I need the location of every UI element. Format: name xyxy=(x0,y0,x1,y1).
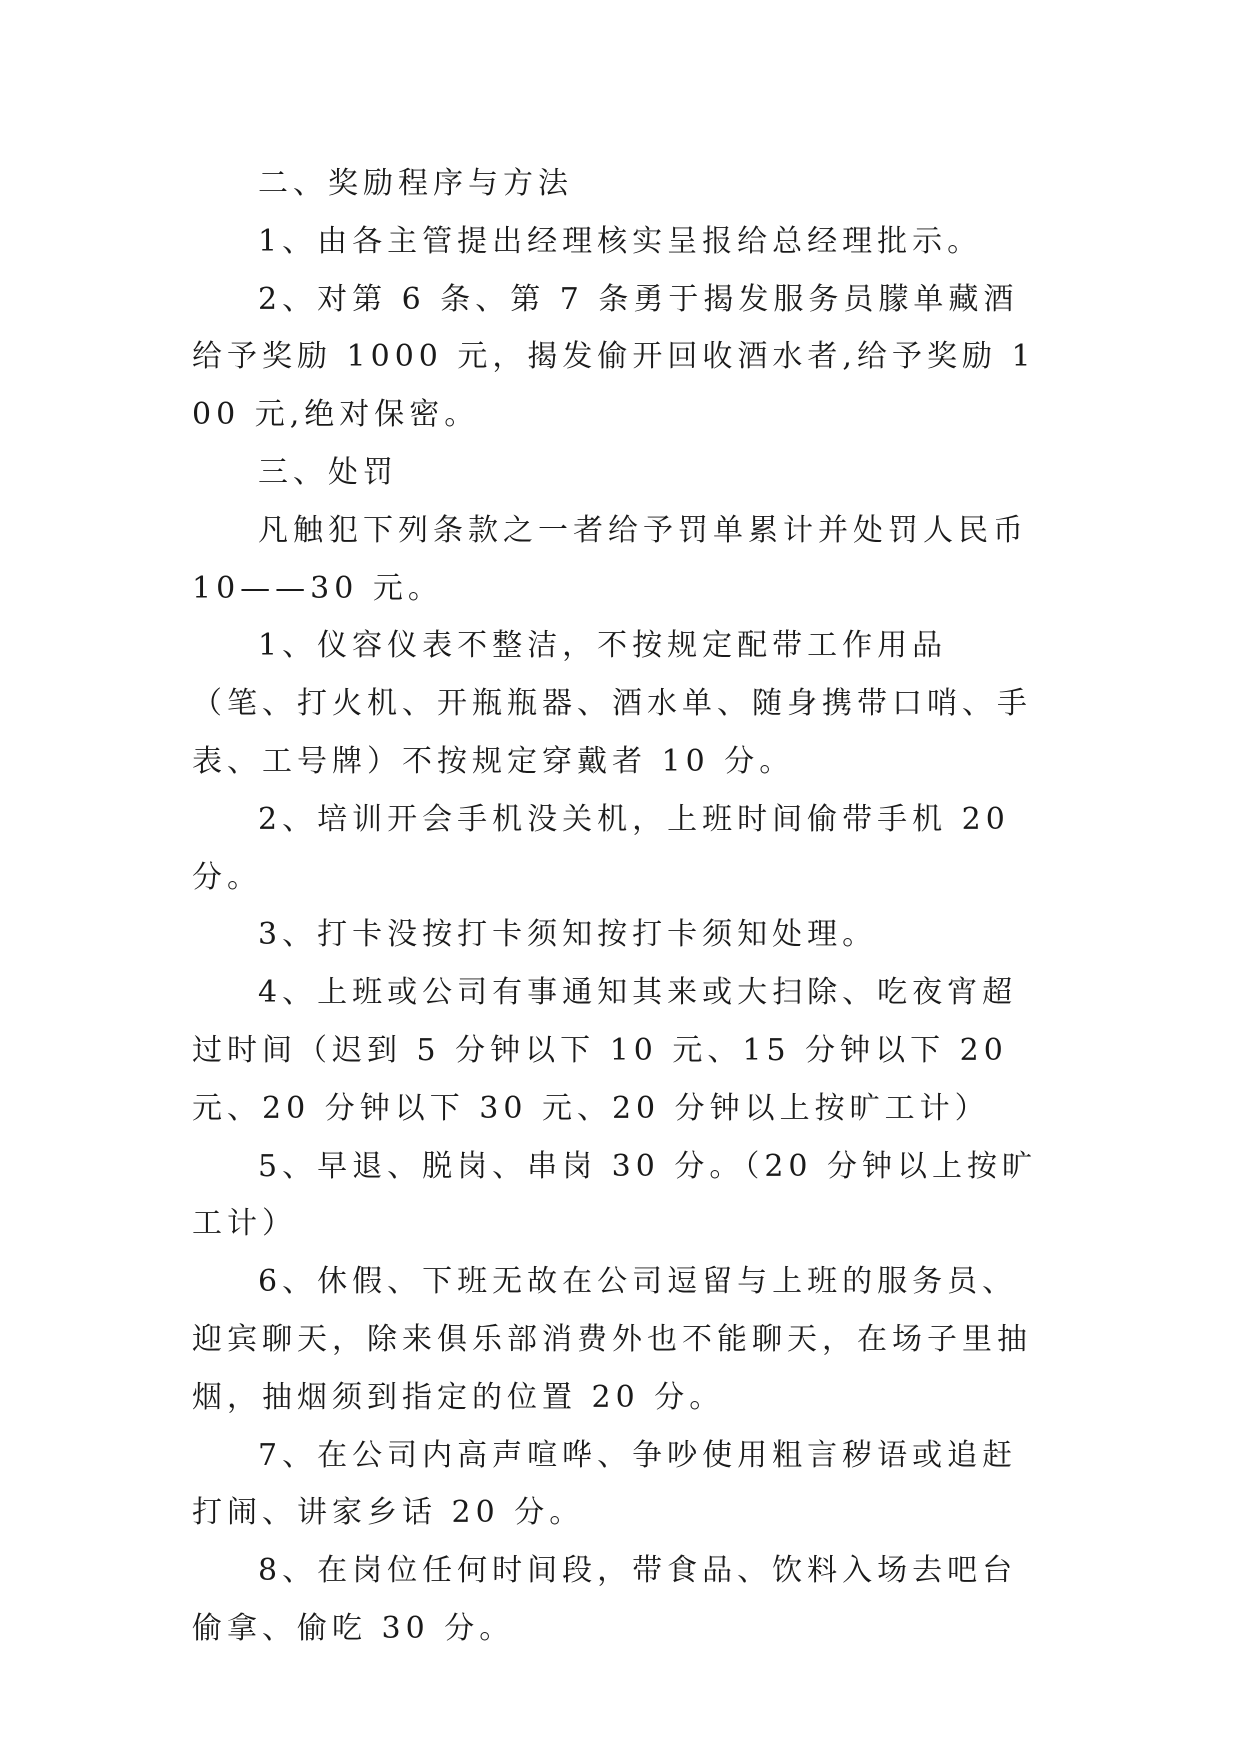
reward-item-1: 1、由各主管提出经理核实呈报给总经理批示。 xyxy=(258,223,983,259)
penalty-item-3: 3、打卡没按打卡须知按打卡须知处理。 xyxy=(258,917,878,953)
section-heading-reward-procedure: 二、奖励程序与方法 xyxy=(258,166,573,201)
document-body xyxy=(192,155,1052,1658)
reward-item-2: 2、对第 6 条、第 7 条勇于揭发服务员朦单藏酒给予奖励 1000 元，揭发偷开回收酒水者,给予奖励 100 元,绝对保密。 xyxy=(192,281,1036,433)
penalty-intro: 凡触犯下列条款之一者给予罚单累计并处罚人民币10——30 元。 xyxy=(192,512,1028,606)
penalty-item-6: 6、休假、下班无故在公司逗留与上班的服务员、迎宾聊天，除来俱乐部消费外也不能聊天，在场子里抽烟，抽烟须到指定的位置 20 分。 xyxy=(192,1264,1032,1415)
section-heading-penalty: 三、处罚 xyxy=(258,454,398,490)
penalty-item-8: 8、在岗位任何时间段，带食品、饮料入场去吧台偷拿、偷吃 30 分。 xyxy=(192,1553,1018,1646)
penalty-item-4: 4、上班或公司有事通知其来或大扫除、吃夜宵超过时间（迟到 5 分钟以下 10 元、15 分钟以下 20 元、20 分钟以下 30 元、20 分钟以上按旷工计） xyxy=(192,975,1018,1126)
penalty-item-7: 7、在公司内高声喧哗、争吵使用粗言秽语或追赶打闹、讲家乡话 20 分。 xyxy=(192,1437,1018,1531)
penalty-item-2: 2、培训开会手机没关机，上班时间偷带手机 20 分。 xyxy=(192,801,1010,895)
penalty-item-5: 5、早退、脱岗、串岗 30 分。（20 分钟以上按旷工计） xyxy=(192,1148,1038,1242)
penalty-item-1: 1、仪容仪表不整洁，不按规定配带工作用品（笔、打火机、开瓶瓶器、酒水单、随身携带口哨、手表、工号牌）不按规定穿戴者 10 分。 xyxy=(192,628,1032,779)
